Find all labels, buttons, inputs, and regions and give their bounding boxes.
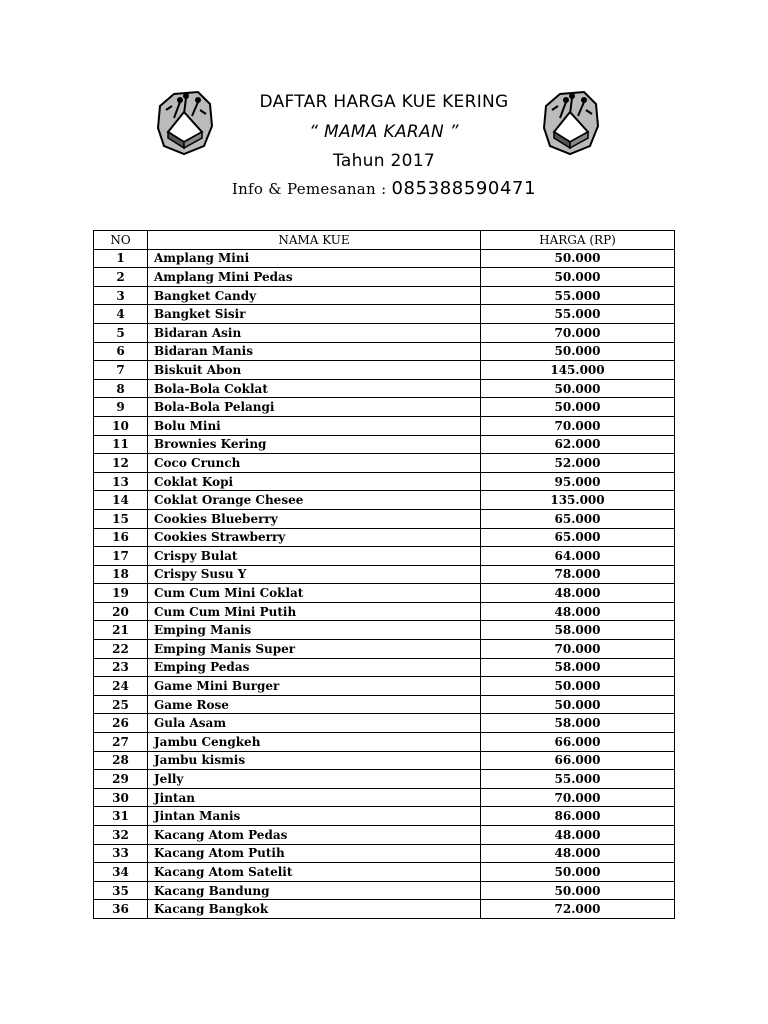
row-number: 23 [94,658,148,677]
row-number: 18 [94,565,148,584]
table-row [94,361,675,380]
table-header-row [94,231,675,250]
row-number: 32 [94,826,148,845]
cookie-price: 58.000 [481,714,675,733]
row-number: 14 [94,491,148,510]
row-number: 15 [94,509,148,528]
row-number: 25 [94,695,148,714]
cookie-name: Emping Manis Super [148,640,481,659]
row-number: 5 [94,323,148,342]
row-number: 31 [94,807,148,826]
row-number: 4 [94,305,148,324]
cookie-price: 48.000 [481,602,675,621]
cookie-name: Biskuit Abon [148,361,481,380]
cookie-name: Cookies Blueberry [148,509,481,528]
cookie-price: 50.000 [481,249,675,268]
cookie-price: 62.000 [481,435,675,454]
cookie-name: Bidaran Asin [148,323,481,342]
cookie-name: Crispy Bulat [148,547,481,566]
cookie-price: 145.000 [481,361,675,380]
cookie-price: 78.000 [481,565,675,584]
table-row [94,826,675,845]
cookie-name: Jintan [148,788,481,807]
table-row [94,844,675,863]
row-number: 11 [94,435,148,454]
cookie-price: 48.000 [481,584,675,603]
cookie-name: Jambu Cengkeh [148,733,481,752]
cookie-name: Brownies Kering [148,435,481,454]
cookie-price: 70.000 [481,416,675,435]
cookie-price: 70.000 [481,640,675,659]
document-header [0,88,768,208]
cookie-price: 50.000 [481,268,675,287]
row-number: 33 [94,844,148,863]
cookie-name: Kacang Atom Satelit [148,863,481,882]
cookie-name: Cum Cum Mini Coklat [148,584,481,603]
cookie-name: Amplang Mini [148,249,481,268]
cookie-price: 50.000 [481,881,675,900]
table-row [94,751,675,770]
row-number: 3 [94,286,148,305]
table-row [94,509,675,528]
cookie-name: Bangket Candy [148,286,481,305]
cookie-price: 64.000 [481,547,675,566]
cookie-price: 48.000 [481,826,675,845]
column-header-no: NO [94,231,148,250]
cookie-price: 58.000 [481,658,675,677]
cookie-name: Kacang Bangkok [148,900,481,919]
cookie-price: 66.000 [481,751,675,770]
price-table [93,230,675,919]
table-row [94,602,675,621]
cookie-name: Gula Asam [148,714,481,733]
table-row [94,249,675,268]
cookie-name: Coklat Kopi [148,472,481,491]
cookie-name: Emping Pedas [148,658,481,677]
cookie-price: 65.000 [481,528,675,547]
row-number: 24 [94,677,148,696]
table-row [94,435,675,454]
table-row [94,379,675,398]
table-row [94,658,675,677]
cookie-name: Bolu Mini [148,416,481,435]
table-row [94,565,675,584]
table-row [94,640,675,659]
table-row [94,677,675,696]
table-row [94,323,675,342]
cookie-price: 50.000 [481,398,675,417]
cookie-name: Bangket Sisir [148,305,481,324]
cookie-price: 55.000 [481,305,675,324]
row-number: 27 [94,733,148,752]
table-row [94,398,675,417]
table-body [94,249,675,918]
cookie-price: 86.000 [481,807,675,826]
row-number: 22 [94,640,148,659]
row-number: 12 [94,454,148,473]
table-row [94,305,675,324]
cookie-price: 48.000 [481,844,675,863]
table-row [94,621,675,640]
cookie-name: Bidaran Manis [148,342,481,361]
cookie-price: 135.000 [481,491,675,510]
row-number: 36 [94,900,148,919]
row-number: 1 [94,249,148,268]
cookie-price: 70.000 [481,323,675,342]
cookie-price: 55.000 [481,286,675,305]
row-number: 8 [94,379,148,398]
table-row [94,900,675,919]
table-row [94,342,675,361]
table-row [94,472,675,491]
row-number: 26 [94,714,148,733]
cookie-price: 50.000 [481,342,675,361]
cookie-price: 50.000 [481,379,675,398]
cookie-name: Emping Manis [148,621,481,640]
row-number: 16 [94,528,148,547]
table-row [94,547,675,566]
cookie-price: 72.000 [481,900,675,919]
column-header-name: NAMA KUE [148,231,481,250]
row-number: 13 [94,472,148,491]
row-number: 35 [94,881,148,900]
cookie-name: Jintan Manis [148,807,481,826]
cookie-price: 50.000 [481,677,675,696]
cookie-name: Kacang Atom Putih [148,844,481,863]
cookie-name: Bola-Bola Coklat [148,379,481,398]
table-row [94,733,675,752]
table-row [94,695,675,714]
row-number: 7 [94,361,148,380]
cookie-name: Crispy Susu Y [148,565,481,584]
cookie-name: Game Rose [148,695,481,714]
cookie-price: 55.000 [481,770,675,789]
row-number: 30 [94,788,148,807]
table-row [94,528,675,547]
column-header-price: HARGA (RP) [481,231,675,250]
cookie-price: 50.000 [481,863,675,882]
table-row [94,416,675,435]
row-number: 17 [94,547,148,566]
table-row [94,491,675,510]
document-title: DAFTAR HARGA KUE KERING [259,92,509,112]
row-number: 21 [94,621,148,640]
row-number: 9 [94,398,148,417]
row-number: 2 [94,268,148,287]
row-number: 28 [94,751,148,770]
cookie-price: 70.000 [481,788,675,807]
cookie-name: Cum Cum Mini Putih [148,602,481,621]
cookie-price: 66.000 [481,733,675,752]
cookie-name: Coklat Orange Chesee [148,491,481,510]
cookie-name: Amplang Mini Pedas [148,268,481,287]
table-row [94,863,675,882]
cookie-price: 50.000 [481,695,675,714]
row-number: 19 [94,584,148,603]
phone-number: 085388590471 [391,178,537,199]
cookie-name: Jelly [148,770,481,789]
row-number: 20 [94,602,148,621]
order-info [0,178,768,199]
year-label: Tahun 2017 [333,151,435,171]
order-info-label: Info & Pemesanan : [231,180,392,198]
cookie-price: 58.000 [481,621,675,640]
row-number: 10 [94,416,148,435]
cookie-name: Kacang Atom Pedas [148,826,481,845]
cookie-name: Coco Crunch [148,454,481,473]
table-row [94,881,675,900]
table-row [94,714,675,733]
table-row [94,584,675,603]
cookie-price: 65.000 [481,509,675,528]
cookie-name: Cookies Strawberry [148,528,481,547]
row-number: 29 [94,770,148,789]
table-row [94,454,675,473]
cookie-name: Game Mini Burger [148,677,481,696]
table-row [94,268,675,287]
table-row [94,286,675,305]
cookie-name: Jambu kismis [148,751,481,770]
shop-name: “ MAMA KARAN ” [309,122,459,142]
table-row [94,807,675,826]
cookie-price: 95.000 [481,472,675,491]
table-row [94,788,675,807]
cookie-name: Kacang Bandung [148,881,481,900]
row-number: 6 [94,342,148,361]
cookie-name: Bola-Bola Pelangi [148,398,481,417]
cookie-price: 52.000 [481,454,675,473]
table-row [94,770,675,789]
row-number: 34 [94,863,148,882]
